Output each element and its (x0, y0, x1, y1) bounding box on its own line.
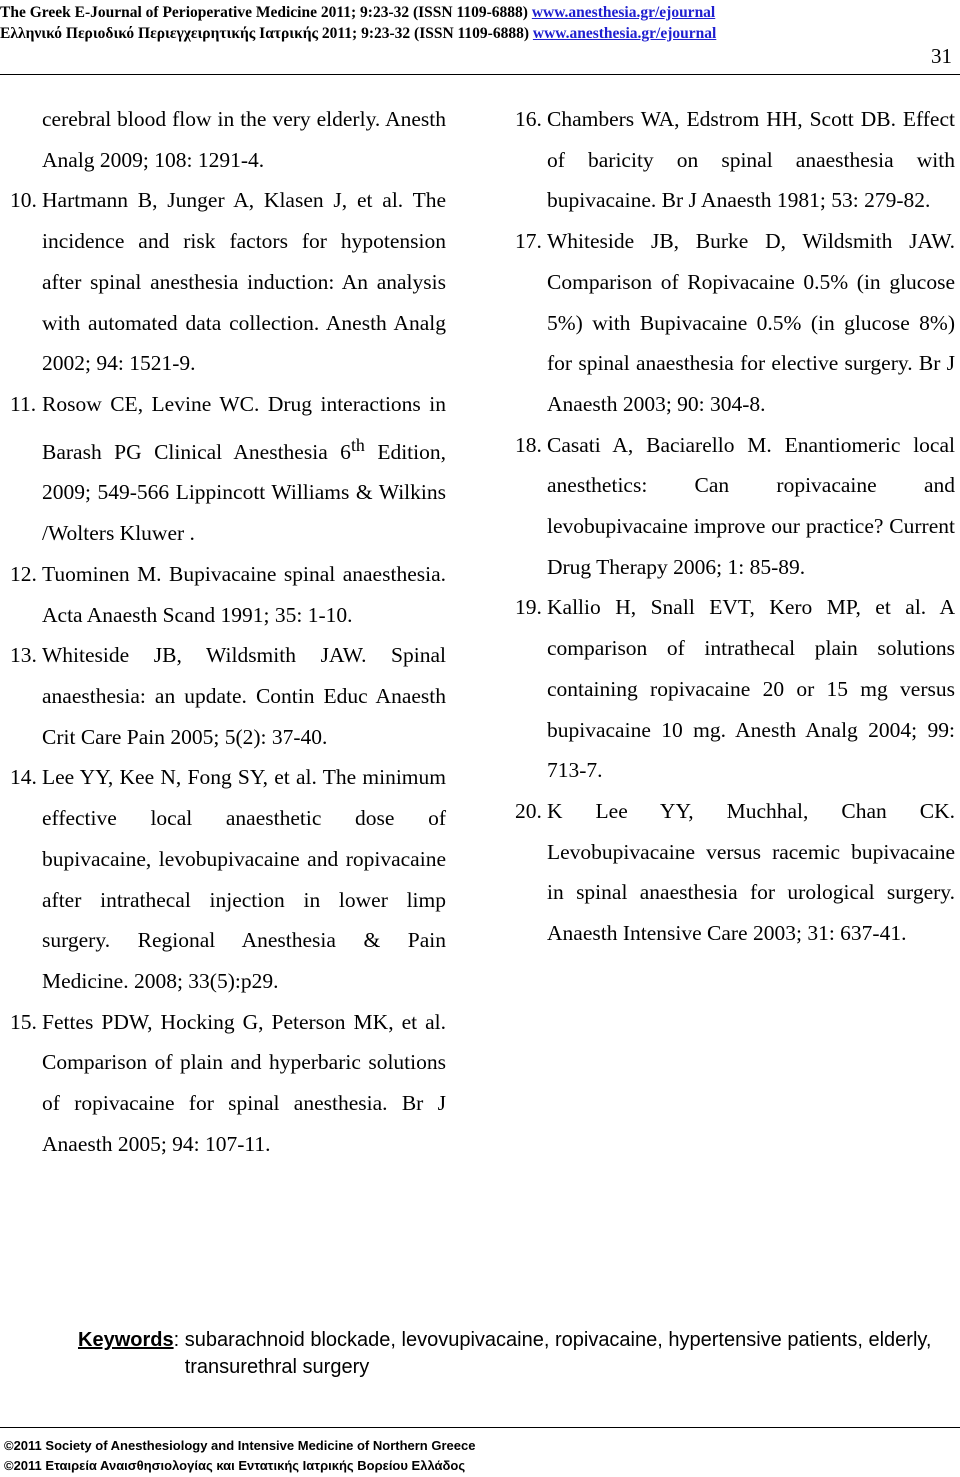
reference-13 (10, 635, 446, 757)
reference-text: Tuominen M. Bupivacaine spinal anaesthesia. Acta Anaesth Scand 1991; 35: 1-10. (42, 561, 446, 627)
keywords-label: Keywords (78, 1329, 174, 1351)
reference-text-part-a: Rosow CE, Levine WC. Drug interactions in Barash PG Clinical Anesthesia 6 (42, 391, 446, 464)
reference-12 (10, 554, 446, 635)
keywords-heading (78, 1327, 185, 1381)
reference-number: 20. (515, 798, 542, 823)
journal-header (0, 2, 960, 44)
reference-number: 13. (10, 643, 37, 668)
reference-11 (10, 384, 446, 554)
keywords-colon: : (173, 1329, 185, 1351)
reference-number: 18. (515, 432, 542, 457)
reference-text: Hartmann B, Junger A, Klasen J, et al. The incidence and risk factors for hypotension after spinal anesthesia induction: An analysis with automated data collection. Anesth Analg 2002; 94: 1521-9. (42, 188, 446, 376)
header-divider (0, 74, 960, 75)
reference-18 (515, 425, 955, 588)
page-number: 31 (931, 44, 952, 68)
superscript-th: th (350, 434, 365, 455)
footer-divider (0, 1427, 960, 1428)
journal-link-greek[interactable]: www.anesthesia.gr/ejournal (532, 25, 717, 42)
reference-20 (515, 791, 955, 954)
reference-continuation: cerebral blood flow in the very elderly. Anesth Analg 2009; 108: 1291-4. (42, 107, 446, 172)
reference-number: 17. (515, 229, 542, 254)
reference-text-part-b: Edition, 2009; 549-566 Lippincott Williams & Wilkins /Wolters Kluwer . (42, 439, 446, 546)
reference-19 (515, 587, 955, 791)
journal-link[interactable]: www.anesthesia.gr/ejournal (531, 4, 716, 21)
copyright-greek: ©2011 Εταιρεία Αναισθησιολογίας και Εντατικής Ιατρικής Βορείου Ελλάδος (4, 1458, 466, 1473)
reference-number: 12. (10, 561, 37, 586)
reference-number: 10. (10, 188, 37, 213)
reference-17 (515, 221, 955, 425)
reference-14 (10, 757, 446, 1001)
reference-text: Casati A, Baciarello M. Enantiomeric local anesthetics: Can ropivacaine and levobupivacaine improve our practice? Current Drug Therapy 2006; 1: 85-89. (547, 432, 955, 579)
copyright-english: ©2011 Society of Anesthesiology and Intensive Medicine of Northern Greece (4, 1438, 476, 1453)
keywords-section (78, 1327, 938, 1381)
header-text-greek: Ελληνικό Περιοδικό Περιεγχειρητικής Ιατρικής 2011; 9:23-32 (ISSN 1109-6888) (0, 25, 533, 42)
reference-number: 14. (10, 765, 37, 790)
reference-15 (10, 1002, 446, 1165)
reference-number: 16. (515, 107, 542, 131)
header-text-english: The Greek E-Journal of Perioperative Medicine 2011; 9:23-32 (ISSN 1109-6888) (0, 4, 532, 21)
reference-text: Chambers WA, Edstrom HH, Scott DB. Effect of baricity on spinal anaesthesia with bupivacaine. Br J Anaesth 1981; 53: 279-82. (547, 107, 955, 213)
header-line-greek (0, 23, 960, 44)
reference-text: K Lee YY, Muchhal, Chan CK. Levobupivacaine versus racemic bupivacaine in spinal anaesthesia for urological surgery. Anaesth Intensive Care 2003; 31: 637-41. (547, 798, 955, 946)
reference-text: Fettes PDW, Hocking G, Peterson MK, et al. Comparison of plain and hyperbaric solutions of ropivacaine for spinal anesthesia. Br J Anaesth 2005; 94: 107-11. (42, 1009, 446, 1156)
reference-number: 15. (10, 1009, 37, 1034)
left-column (10, 99, 446, 1164)
keywords-text: subarachnoid blockade, levovupivacaine, ropivacaine, hypertensive patients, elderly, transurethral surgery (184, 1329, 932, 1378)
reference-text: Whiteside JB, Burke D, Wildsmith JAW. Comparison of Ropivacaine 0.5% (in glucose 5%) with Bupivacaine 0.5% (in glucose 8%) for spinal anaesthesia for elective surgery. Br J Anaesth 2003; 90: 304-8. (547, 229, 955, 416)
reference-number: 19. (515, 595, 542, 620)
header-line-english (0, 2, 960, 23)
copyright-footer (0, 1436, 960, 1476)
reference-number: 11. (10, 391, 37, 416)
reference-text (42, 384, 446, 554)
reference-text: Lee YY, Kee N, Fong SY, et al. The minimum effective local anaesthetic dose of bupivacaine, levobupivacaine and ropivacaine after intrathecal injection in lower limp surgery. Regional Anesthesia & Pain Medicine. 2008; 33(5):p29. (42, 765, 446, 993)
right-column (515, 99, 955, 954)
reference-10 (10, 180, 446, 384)
reference-text: Whiteside JB, Wildsmith JAW. Spinal anaesthesia: an update. Contin Educ Anaesth Crit Care Pain 2005; 5(2): 37-40. (42, 643, 446, 749)
reference-text: Kallio H, Snall EVT, Kero MP, et al. A comparison of intrathecal plain solutions containing ropivacaine 20 or 15 mg versus bupivacaine 10 mg. Anesth Analg 2004; 99: 713-7. (547, 595, 955, 783)
reference-16 (515, 99, 955, 221)
